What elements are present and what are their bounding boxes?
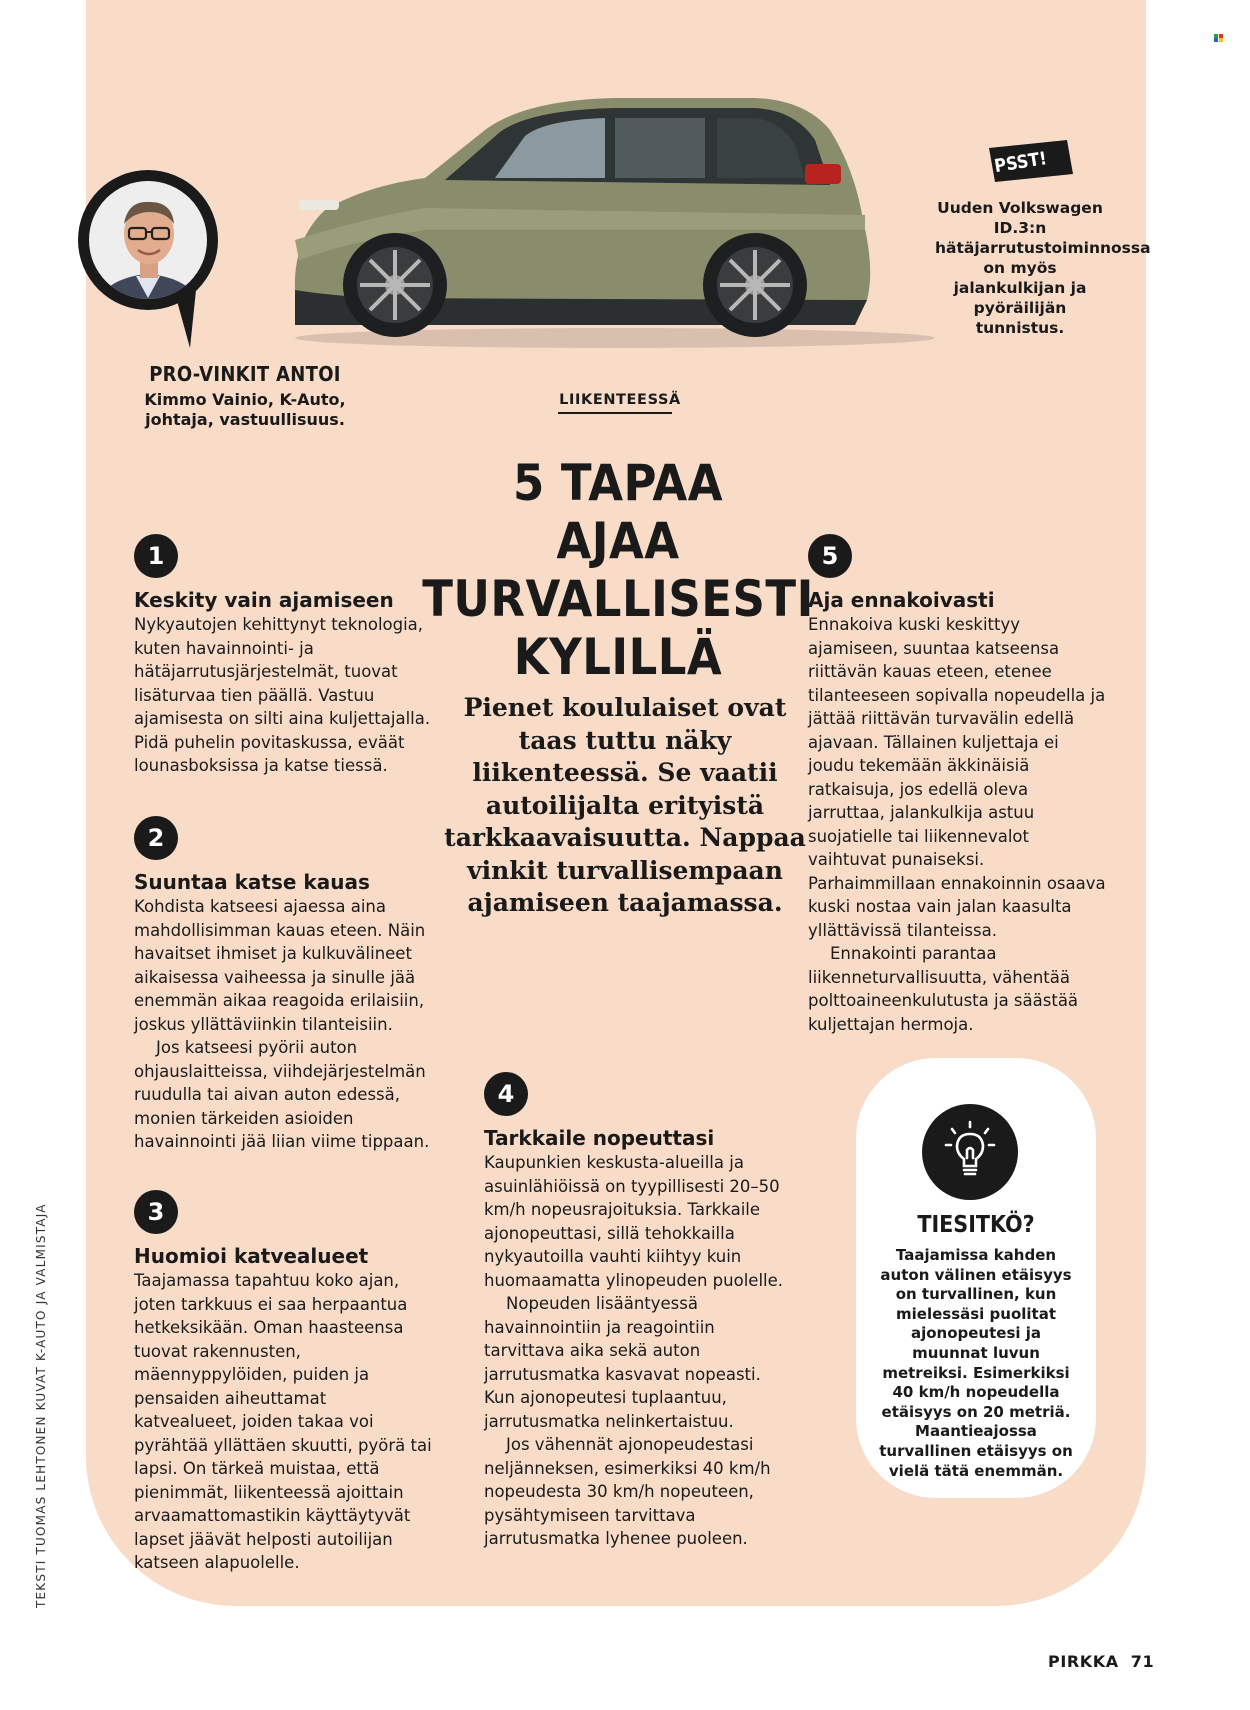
tip-paragraph: Kaupunkien keskusta-alueilla ja asuinlähiöissä on tyypillisesti 20–50 km/h nopeusrajoituksia. Tarkkaile ajonopeuttasi, sillä tehokkailla nykyautoilla vauhti kiihtyy kuin huomaamatta ylinopeuden puolelle.: [484, 1153, 784, 1290]
tip-paragraph: Nopeuden lisääntyessä havainnointiin ja reagointiin tarvittava aika sekä auton jarrutusmatka kasvavat nopeasti. Kun ajonopeutesi tuplaantuu, jarrutusmatka nelinkertaistuu.: [484, 1294, 761, 1431]
tip-body: [134, 895, 434, 1154]
expert-name: Kimmo Vainio, K-Auto,: [144, 390, 346, 409]
headline-line: 5 TAPAA: [512, 454, 724, 512]
tip-paragraph: Ennakoiva kuski keskittyy ajamiseen, suuntaa katseensa riittävän kauas eteen, etenee tilanteeseen sopivalla nopeudella ja jättää riittävän turvavälin edellä ajavaan. Tällainen kuljettaja ei joudu tekemään äkkinäisiä ratkaisuja, jos edellä oleva jarruttaa, jalankulkija astuu suojatielle tai liikennevalot vaihtuvat punaiseksi. Parhaimmillaan ennakoinnin osaava kuski nostaa vain jalan kaasulta yllättävissä tilanteissa.: [808, 615, 1106, 940]
expert-role: johtaja, vastuullisuus.: [145, 410, 345, 429]
tip-2: [134, 816, 434, 1154]
section-kicker: LIIKENTEESSÄ: [559, 392, 681, 408]
lightbulb-icon: [922, 1104, 1018, 1200]
tip-1: [134, 534, 434, 778]
did-you-know-title: TIESITKÖ?: [917, 1212, 1035, 1238]
did-you-know-text: Taajamissa kahden auton välinen etäisyys on turvallinen, kun mielessäsi puolitat ajonopeutesi ja muunnat luvun metreiksi. Esimerkiksi 40 km/h nopeudella etäisyys on 20 metriä. Maantieajossa turvallinen etäisyys on vielä tätä enemmän.: [879, 1246, 1073, 1480]
magazine-name: PIRKKA: [1048, 1652, 1119, 1671]
lead-paragraph: Pienet koululaiset ovat taas tuttu näky liikenteessä. Se vaatii autoilijalta erityistä tarkkaavaisuutta. Nappaa vinkit turvallisempaan ajamiseen taajamassa.: [444, 693, 806, 917]
tip-body: [134, 613, 434, 778]
tip-title: Keskity vain ajamiseen: [134, 588, 394, 612]
tip-title: Aja ennakoivasti: [808, 588, 995, 612]
tip-number: 1: [134, 534, 178, 578]
tip-paragraph: Nykyautojen kehittynyt teknologia, kuten havainnointi- ja hätäjarrutusjärjestelmät, tuovat lisäturvaa tien päällä. Vastuu ajamisesta on silti aina kuljettajalla. Pidä puhelin povitaskussa, eväät lounasboksissa ja katse tiessä.: [134, 615, 431, 775]
headline-line: TURVALLISESTI: [422, 570, 814, 628]
corner-marker: [1214, 34, 1224, 42]
tip-body: [808, 613, 1108, 1036]
expert-portrait: [78, 170, 226, 350]
tip-title: Huomioi katvealueet: [134, 1244, 369, 1268]
tip-3: [134, 1190, 434, 1575]
tip-title: Suuntaa katse kauas: [134, 870, 370, 894]
tip-paragraph: Taajamassa tapahtuu koko ajan, joten tarkkuus ei saa herpaantua hetkeksikään. Oman haasteensa tuovat rakennusten, mäennyppylöiden, puiden ja pensaiden aiheuttamat katvealueet, joiden takaa voi pyrähtää yllättäen skuutti, pyörä tai lapsi. On tärkeä muistaa, että pienimmät, liikenteessä ajoittain arvaamattomastikin käyttäytyvät lapset jäävät helposti autoilijan katseen alapuolelle.: [134, 1271, 432, 1572]
tip-paragraph: Kohdista katseesi ajaessa aina mahdollisimman kauas eteen. Näin havaitset ihmiset ja kulkuvälineet aikaisessa vaiheessa ja sinulle jää enemmän aikaa reagoida erilaisiin, joskus yllättäviinkin tilanteisiin.: [134, 897, 426, 1034]
page-number: 71: [1130, 1652, 1155, 1671]
tip-paragraph: Ennakointi parantaa liikenneturvallisuutta, vähentää polttoaineenkulutusta ja säästää kuljettajan hermoja.: [808, 944, 1079, 1034]
kicker-underline: [558, 412, 672, 414]
psst-text: Uuden Volkswagen ID.3:n hätäjarrutustoiminnossa on myös jalankulkijan ja pyöräilijän tunnistus.: [935, 199, 1151, 337]
tip-number: 3: [134, 1190, 178, 1234]
tip-body: [484, 1151, 784, 1551]
tip-paragraph: Jos vähennät ajonopeudestasi neljänneksen, esimerkiksi 40 km/h nopeudesta 30 km/h nopeuteen, pysähtymiseen tarvittava jarrutusmatka lyhenee puoleen.: [484, 1435, 771, 1548]
psst-badge: PSST!: [992, 148, 1049, 178]
photo-credit: TEKSTI TUOMAS LEHTONEN KUVAT K-AUTO JA VALMISTAJA: [34, 1203, 48, 1608]
did-you-know-card: [856, 1058, 1096, 1498]
tip-number: 2: [134, 816, 178, 860]
speech-bubble-icon: [78, 170, 226, 350]
page-footer: [1048, 1652, 1154, 1671]
tip-title: Tarkkaile nopeuttasi: [484, 1126, 715, 1150]
tip-paragraph: Jos katseesi pyörii auton ohjauslaitteissa, viihdejärjestelmän ruudulla tai aivan auton edessä, monien tärkeiden asioiden havainnointi jää liian viime tippaan.: [134, 1038, 430, 1151]
expert-credit: [120, 390, 370, 430]
tip-4: [484, 1072, 784, 1551]
tip-5: [808, 534, 1108, 1036]
tip-number: 5: [808, 534, 852, 578]
headline-line: KYLILLÄ: [513, 628, 723, 686]
headline-line: AJAA: [556, 512, 680, 570]
car-image: [285, 90, 945, 360]
tip-body: [134, 1269, 434, 1575]
tip-number: 4: [484, 1072, 528, 1116]
expert-heading: PRO-VINKIT ANTOI: [149, 362, 341, 386]
headline: [418, 454, 818, 686]
